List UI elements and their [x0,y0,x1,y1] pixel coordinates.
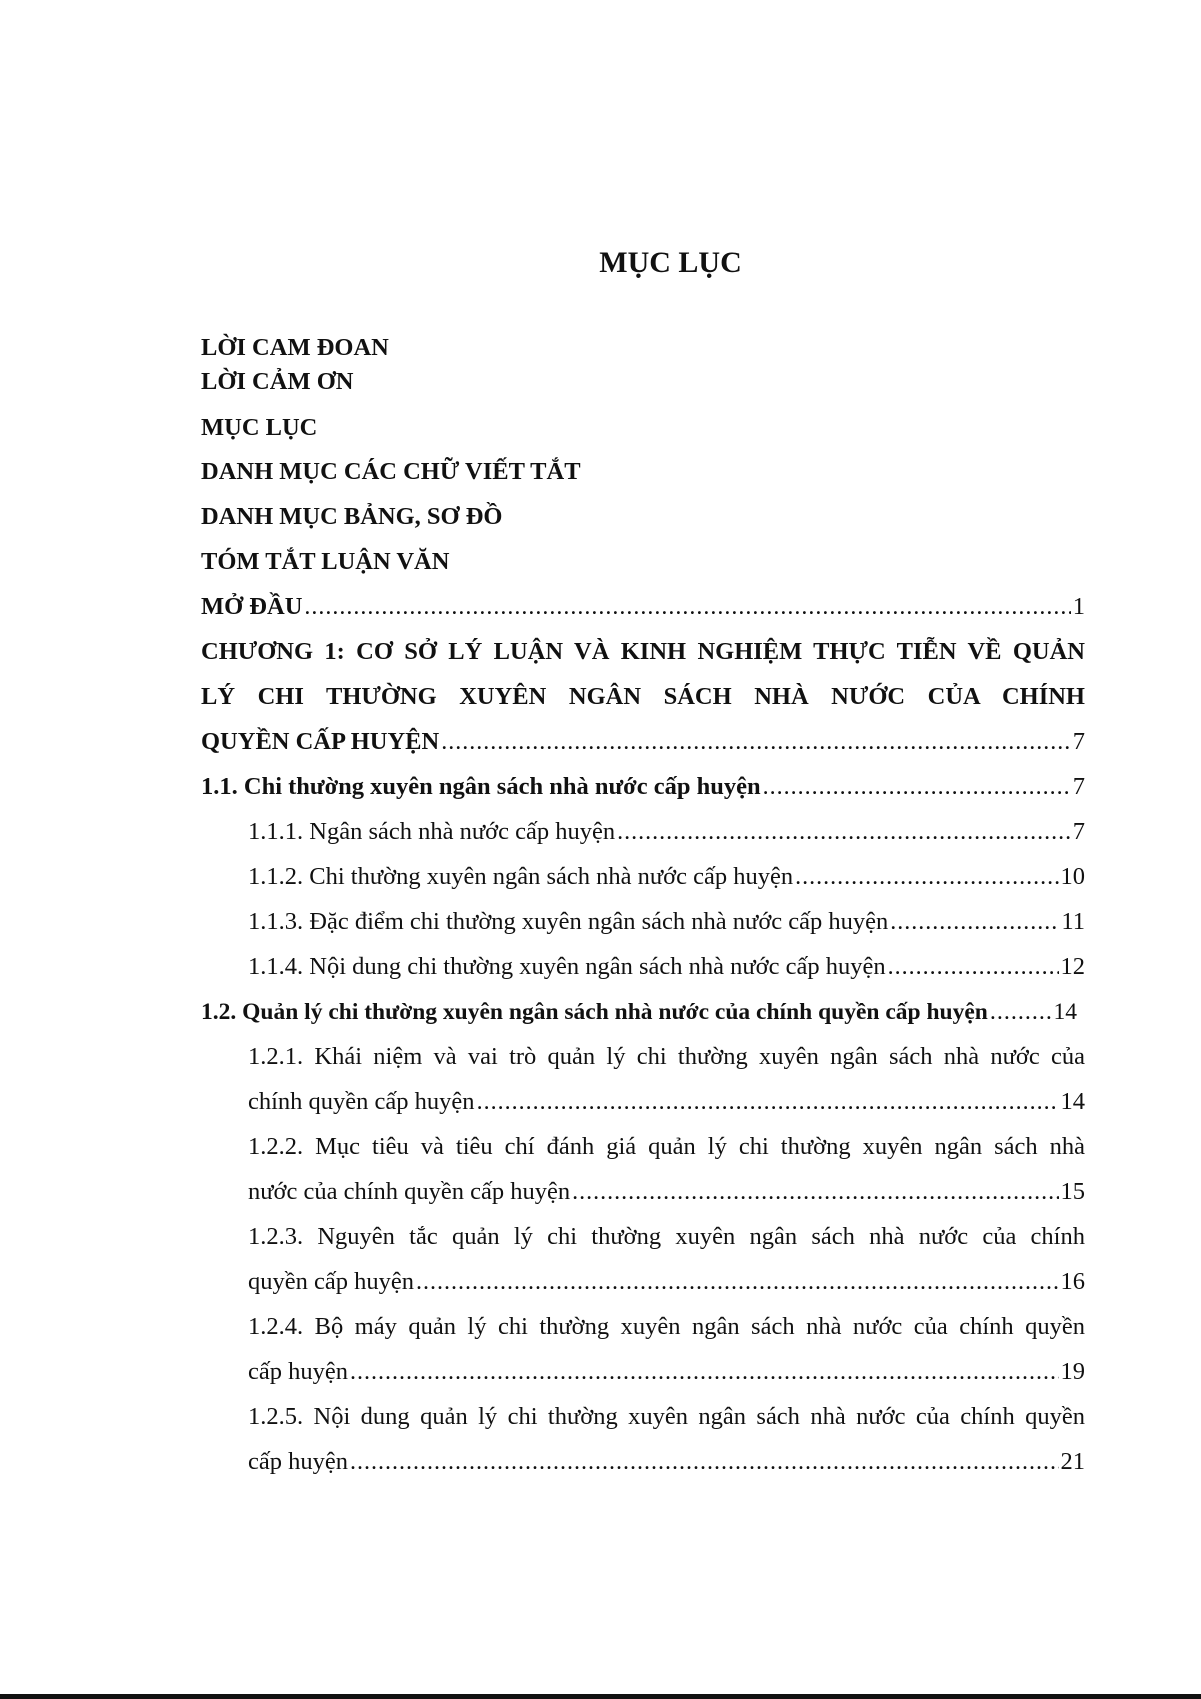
toc-leader-dots [990,992,1052,1032]
toc-subsection-1-2-4-line2[interactable] [248,1352,1085,1392]
toc-entry-label: 1.1.1. Ngân sách nhà nước cấp huyện [248,818,616,845]
toc-leader-dots [350,1352,1059,1392]
toc-leader-dots [572,1172,1058,1212]
toc-subsection-1-2-4-line1[interactable]: 1.2.4. Bộ máy quản lý chi thường xuyên ngân sách nhà nước của chính quyền [248,1313,1085,1340]
toc-leader-dots [441,722,1071,762]
toc-subsection-1-2-3-line2[interactable] [248,1262,1085,1302]
toc-page-number: 21 [1060,1448,1085,1475]
toc-entry-label: 1.1. Chi thường xuyên ngân sách nhà nước cấp huyện [201,773,761,800]
page-bottom-border [0,1694,1201,1699]
toc-chapter1-line3[interactable] [201,722,1085,762]
toc-entry-danh-muc-chu-viet-tat[interactable]: DANH MỤC CÁC CHỮ VIẾT TẮT [201,458,581,485]
toc-entry-label: 1.1.3. Đặc điểm chi thường xuyên ngân sách nhà nước cấp huyện [248,908,889,935]
toc-page-number: 1 [1072,593,1085,620]
toc-chapter1-line2[interactable]: LÝ CHI THƯỜNG XUYÊN NGÂN SÁCH NHÀ NƯỚC CỦA CHÍNH [201,683,1085,710]
toc-entry-label: QUYỀN CẤP HUYỆN [201,728,440,755]
toc-entry-label: 1.1.2. Chi thường xuyên ngân sách nhà nước cấp huyện [248,863,794,890]
toc-page-number: 11 [1061,908,1085,935]
toc-subsection-1-2-1-line2[interactable] [248,1082,1085,1122]
toc-page-number: 15 [1060,1178,1085,1205]
toc-subsection-1-2-1-line1[interactable]: 1.2.1. Khái niệm và vai trò quản lý chi thường xuyên ngân sách nhà nước của [248,1043,1085,1070]
toc-leader-dots [890,902,1059,942]
toc-subsection-1-2-2-line2[interactable] [248,1172,1085,1212]
toc-page-number: 7 [1072,773,1085,800]
toc-page-number: 7 [1072,728,1085,755]
toc-subsection-1-1-4[interactable] [248,947,1085,987]
toc-entry-label: cấp huyện [248,1448,348,1475]
toc-leader-dots [350,1442,1059,1482]
toc-entry-loi-cam-on[interactable]: LỜI CẢM ƠN [201,368,354,395]
toc-leader-dots [795,857,1058,897]
toc-entry-loi-cam-doan[interactable]: LỜI CAM ĐOAN [201,334,389,361]
toc-subsection-1-2-5-line1[interactable]: 1.2.5. Nội dung quản lý chi thường xuyên ngân sách nhà nước của chính quyền [248,1403,1085,1430]
toc-page-number: 19 [1060,1358,1085,1385]
toc-leader-dots [888,947,1059,987]
toc-page-number: 16 [1060,1268,1085,1295]
toc-page-number: 10 [1060,863,1085,890]
toc-entry-label: 1.1.4. Nội dung chi thường xuyên ngân sách nhà nước cấp huyện [248,953,886,980]
toc-leader-dots [416,1262,1059,1302]
toc-entry-muc-luc[interactable]: MỤC LỤC [201,414,318,441]
toc-subsection-1-1-3[interactable] [248,902,1085,942]
toc-section-1-1[interactable] [201,767,1085,807]
toc-section-1-2[interactable] [201,992,1077,1032]
toc-entry-label: quyền cấp huyện [248,1268,414,1295]
toc-leader-dots [477,1082,1059,1122]
toc-subsection-1-1-2[interactable] [248,857,1085,897]
toc-leader-dots [617,812,1071,852]
toc-chapter1-line1[interactable]: CHƯƠNG 1: CƠ SỞ LÝ LUẬN VÀ KINH NGHIỆM THỰC TIỄN VỀ QUẢN [201,638,1085,665]
toc-subsection-1-2-2-line1[interactable]: 1.2.2. Mục tiêu và tiêu chí đánh giá quản lý chi thường xuyên ngân sách nhà [248,1133,1085,1160]
toc-entry-label: cấp huyện [248,1358,348,1385]
toc-entry-label: nước của chính quyền cấp huyện [248,1178,571,1205]
toc-subsection-1-1-1[interactable] [248,812,1085,852]
toc-entry-mo-dau[interactable] [201,587,1085,627]
toc-leader-dots [304,587,1070,627]
toc-entry-danh-muc-bang-so-do[interactable]: DANH MỤC BẢNG, SƠ ĐỒ [201,503,503,530]
toc-entry-label: 1.2. Quản lý chi thường xuyên ngân sách nhà nước của chính quyền cấp huyện [201,999,988,1025]
toc-subsection-1-2-5-line2[interactable] [248,1442,1085,1482]
toc-page-number: 14 [1053,999,1077,1025]
toc-page-number: 7 [1072,818,1085,845]
toc-entry-tom-tat-luan-van[interactable]: TÓM TẮT LUẬN VĂN [201,548,450,575]
toc-entry-label: MỞ ĐẦU [201,593,303,620]
toc-subsection-1-2-3-line1[interactable]: 1.2.3. Nguyên tắc quản lý chi thường xuyên ngân sách nhà nước của chính [248,1223,1085,1250]
page-title: MỤC LỤC [599,246,742,279]
toc-page-number: 12 [1060,953,1085,980]
toc-page-number: 14 [1060,1088,1085,1115]
toc-leader-dots [763,767,1071,807]
toc-entry-label: chính quyền cấp huyện [248,1088,475,1115]
